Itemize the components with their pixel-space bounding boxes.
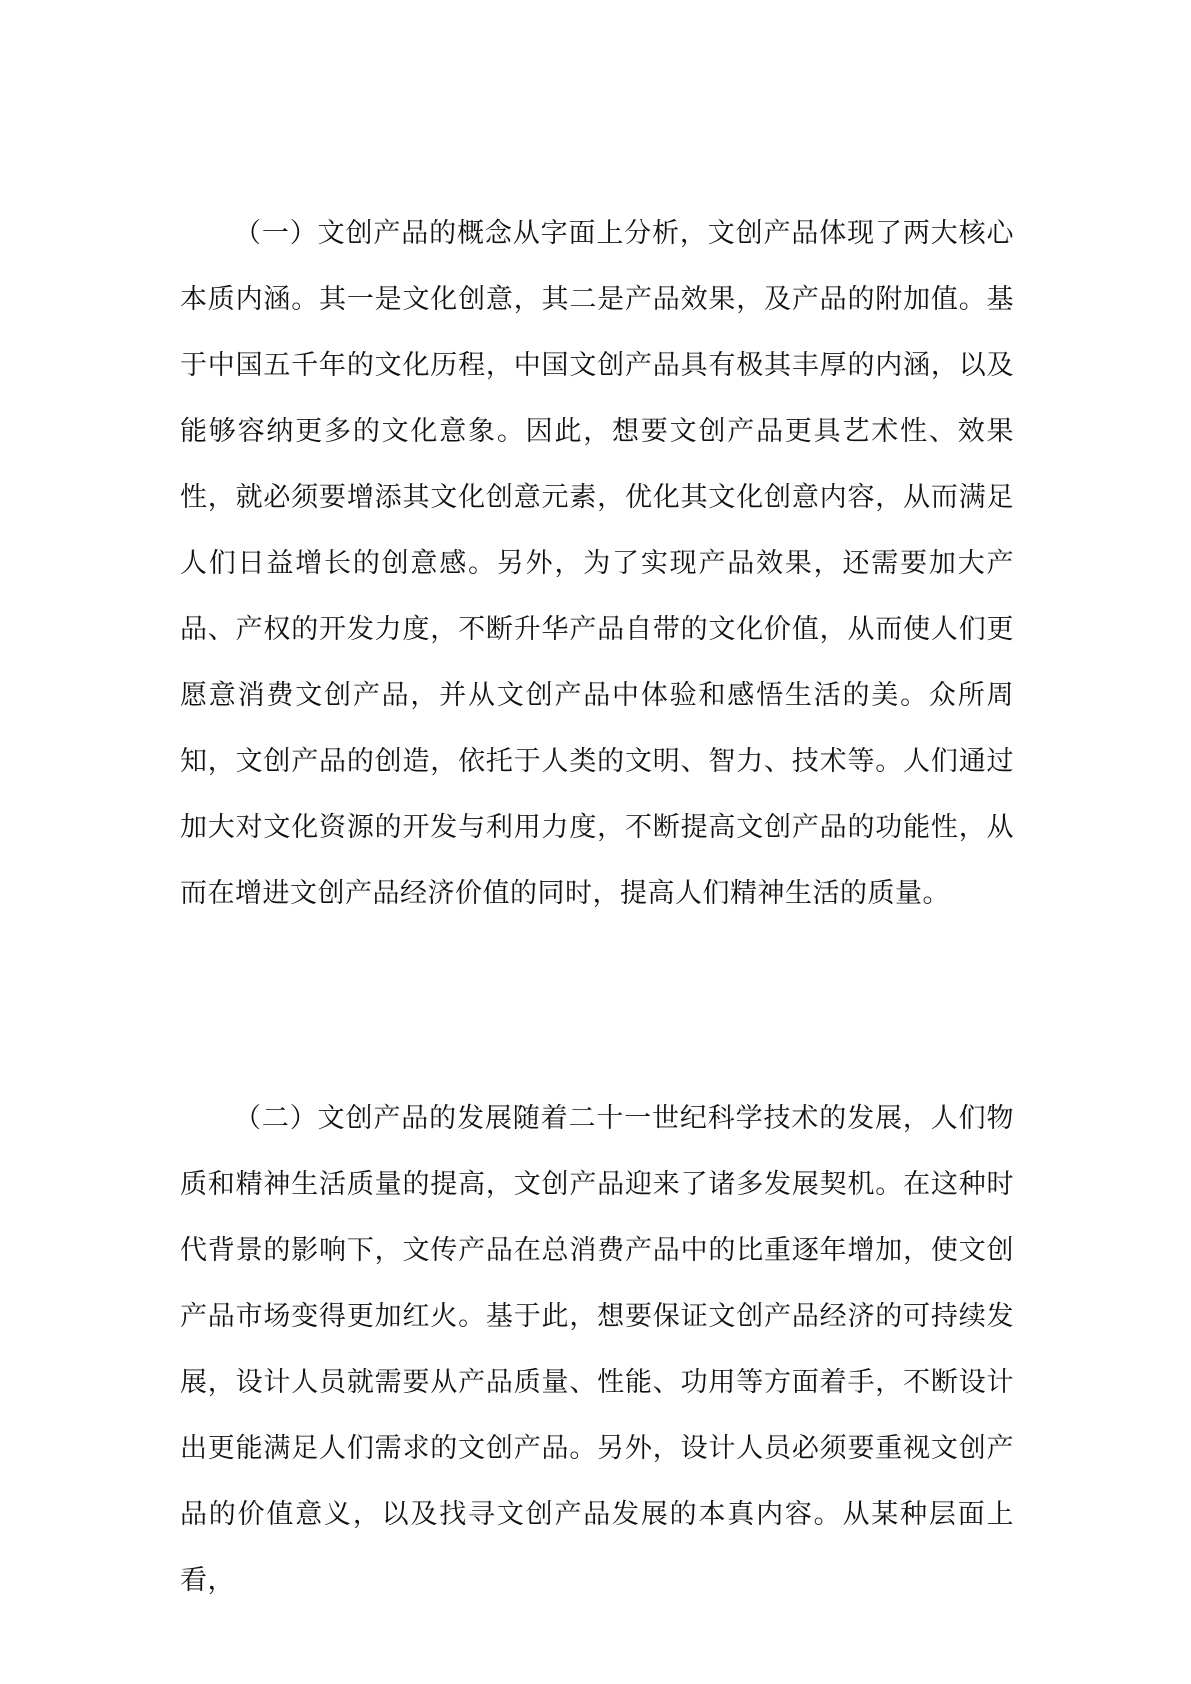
paragraph-development: （二）文创产品的发展随着二十一世纪科学技术的发展，人们物质和精神生活质量的提高，文创产品迎来了诸多发展契机。在这种时代背景的影响下，文传产品在总消费产品中的比重逐年增加，使文创产品市场变得更加红火。基于此，想要保证文创产品经济的可持续发展，设计人员就需要从产品质量、性能、功用等方面着手，不断设计出更能满足人们需求的文创产品。另外，设计人员必须要重视文创产品的价值意义，以及找寻文创产品发展的本真内容。从某种层面上看， — [180, 1103, 1014, 1596]
paragraph-concept: （一）文创产品的概念从字面上分析，文创产品体现了两大核心本质内涵。其一是文化创意，其二是产品效果，及产品的附加值。基于中国五千年的文化历程，中国文创产品具有极其丰厚的内涵，以及能够容纳更多的文化意象。因此，想要文创产品更具艺术性、效果性，就必须要增添其文化创意元素，优化其文化创意内容，从而满足人们日益增长的创意感。另外，为了实现产品效果，还需要加大产品、产权的开发力度，不断升华产品自带的文化价值，从而使人们更愿意消费文创产品，并从文创产品中体验和感悟生活的美。众所周知，文创产品的创造，依托于人类的文明、智力、技术等。人们通过加大对文化资源的开发与利用力度，不断提高文创产品的功能性，从而在增进文创产品经济价值的同时，提高人们精神生活的质量。 — [180, 218, 1014, 909]
